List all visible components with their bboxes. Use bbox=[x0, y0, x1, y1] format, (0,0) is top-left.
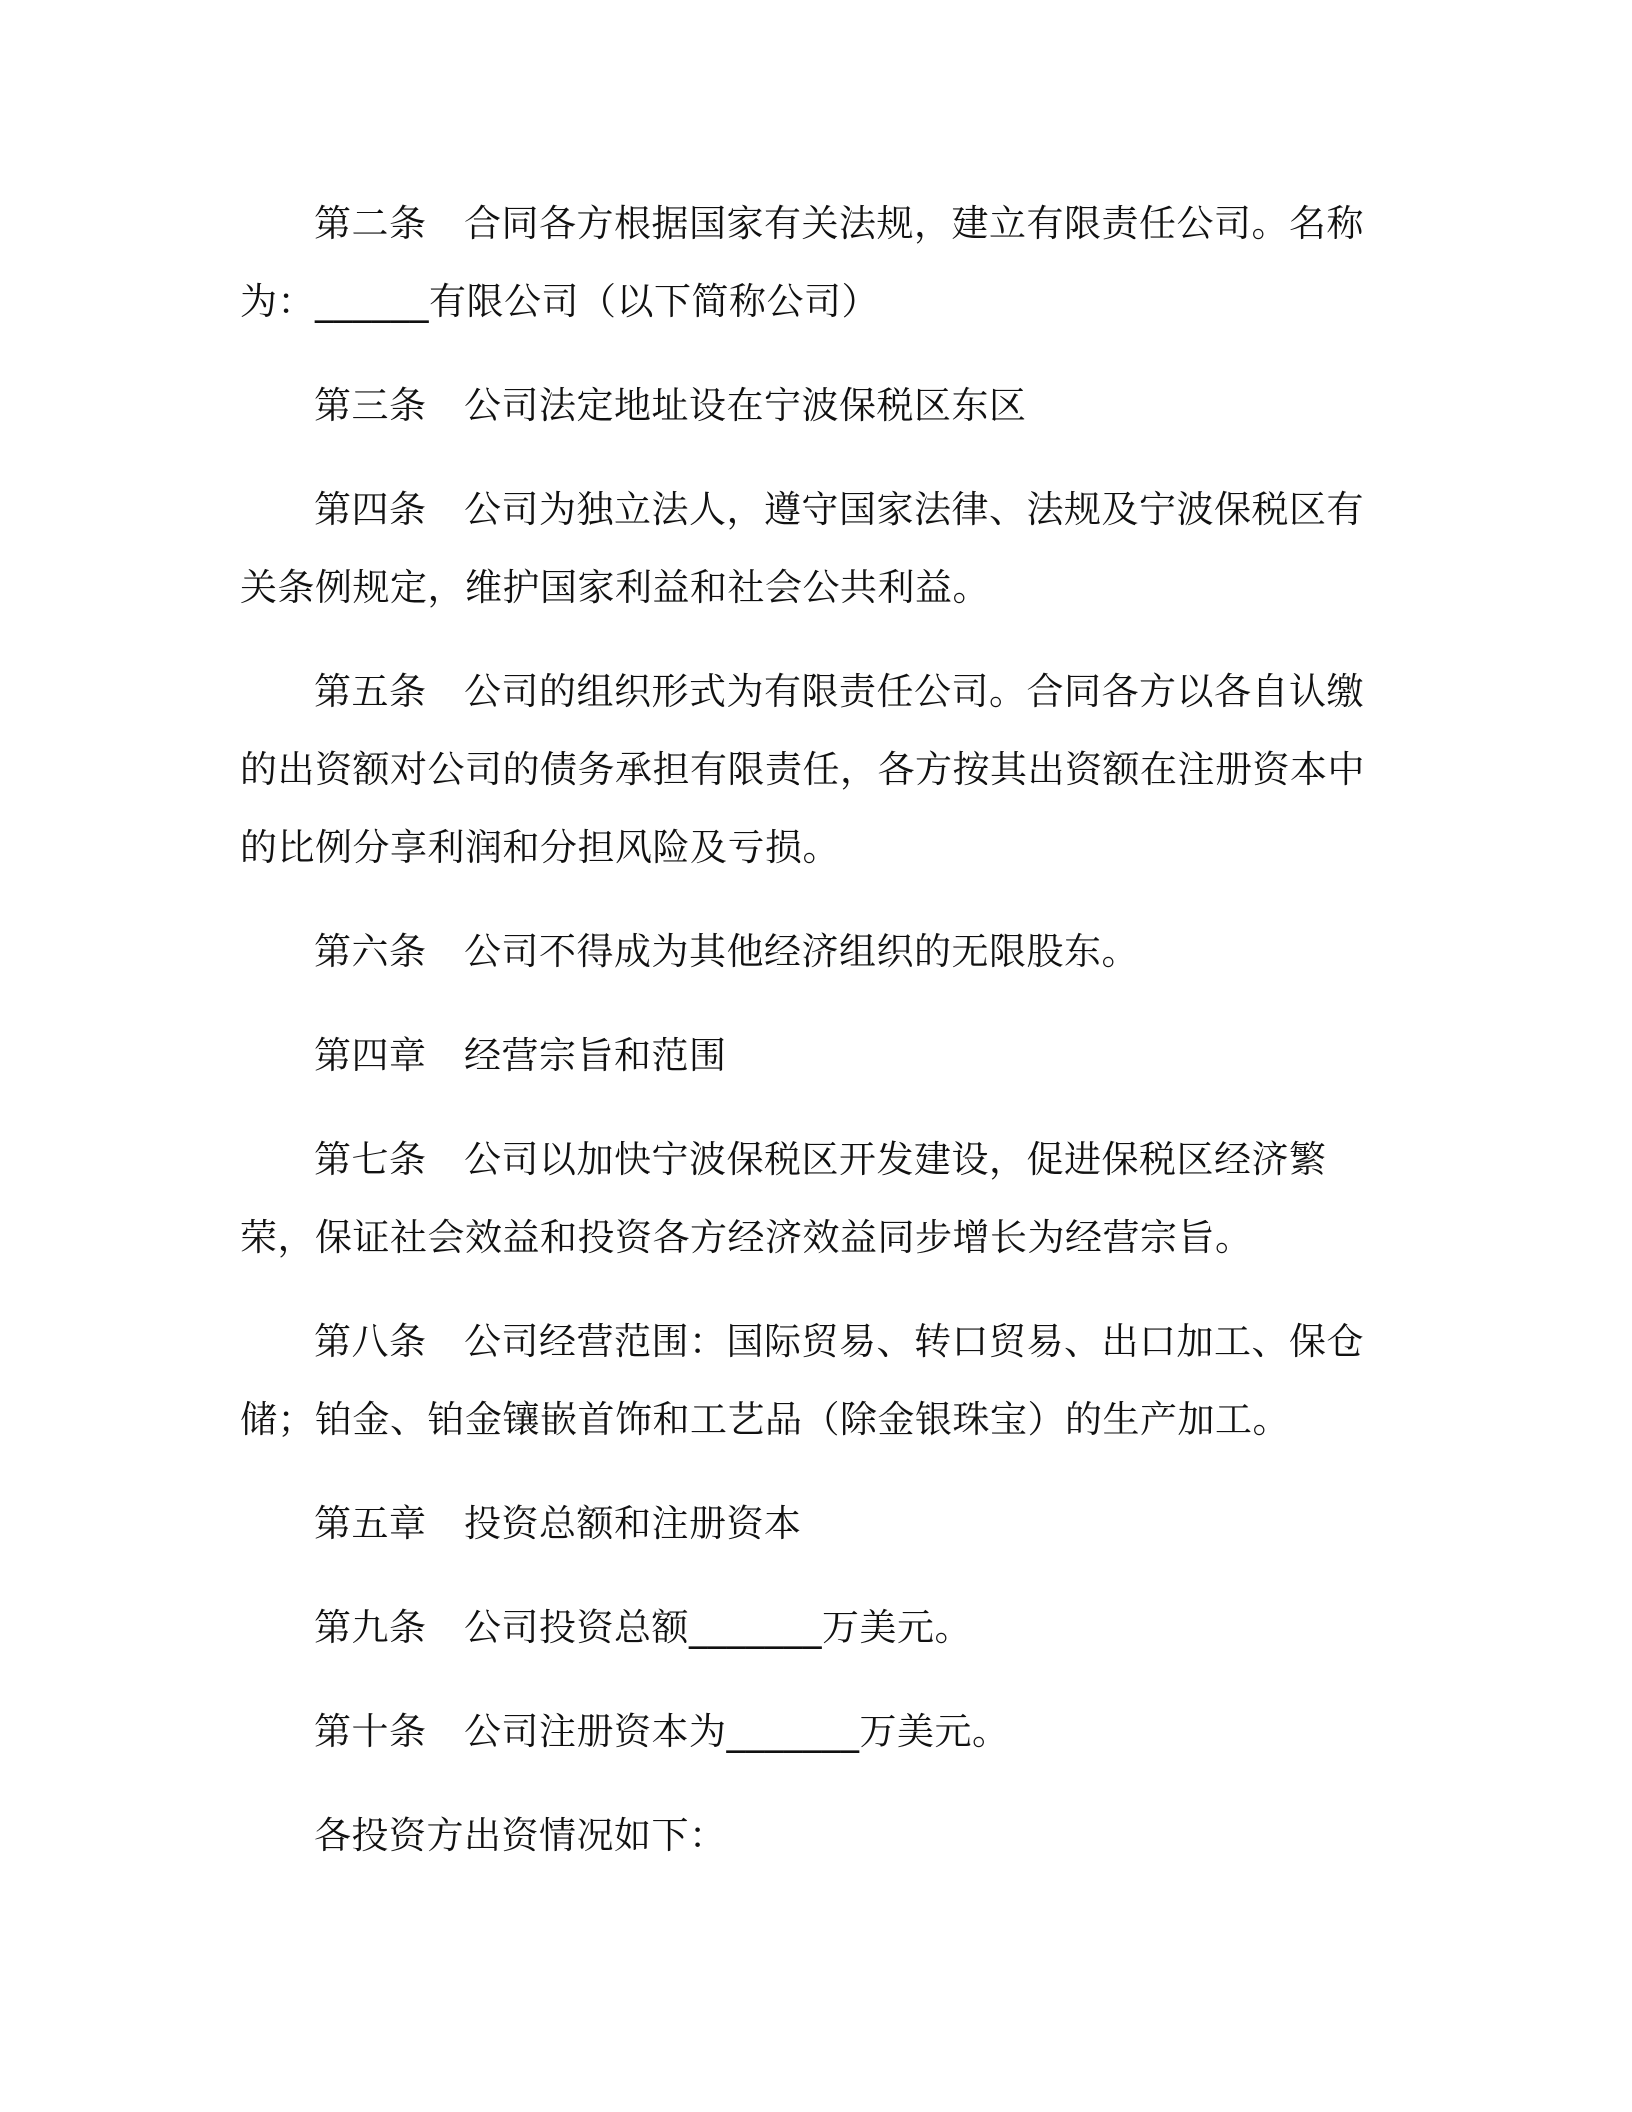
article-9 bbox=[240, 1589, 1375, 1667]
article-6 bbox=[240, 913, 1375, 991]
article-label: 第二条 bbox=[314, 202, 427, 245]
article-10 bbox=[240, 1693, 1375, 1771]
chapter-title: 经营宗旨和范围 bbox=[464, 1034, 727, 1077]
article-7 bbox=[240, 1121, 1375, 1277]
article-8 bbox=[240, 1303, 1375, 1459]
article-text: 公司经营范围：国际贸易、转口贸易、出口加工、保仓储；铂金、铂金镶嵌首饰和工艺品（除金银珠宝）的生产加工。 bbox=[240, 1320, 1364, 1441]
article-text: 公司法定地址设在宁波保税区东区 bbox=[464, 384, 1027, 427]
article-text: 公司的组织形式为有限责任公司。合同各方以各自认缴的出资额对公司的债务承担有限责任，各方按其出资额在注册资本中的比例分享利润和分担风险及亏损。 bbox=[240, 670, 1365, 869]
article-label: 第八条 bbox=[314, 1320, 427, 1363]
chapter-title: 投资总额和注册资本 bbox=[464, 1502, 802, 1545]
article-label: 第五条 bbox=[314, 670, 427, 713]
article-label: 第九条 bbox=[314, 1606, 427, 1649]
article-label: 第六条 bbox=[314, 930, 427, 973]
paragraph-text: 各投资方出资情况如下： bbox=[314, 1814, 727, 1857]
chapter-label: 第五章 bbox=[314, 1502, 427, 1545]
article-text: 合同各方根据国家有关法规，建立有限责任公司。名称为：______有限公司（以下简称公司） bbox=[240, 202, 1364, 323]
document-body bbox=[240, 185, 1375, 1901]
investor-contributions-intro bbox=[240, 1797, 1375, 1875]
article-2 bbox=[240, 185, 1375, 341]
article-text: 公司不得成为其他经济组织的无限股东。 bbox=[464, 930, 1139, 973]
article-5 bbox=[240, 653, 1375, 887]
article-label: 第七条 bbox=[314, 1138, 427, 1181]
article-text: 公司注册资本为_______万美元。 bbox=[464, 1710, 1010, 1753]
chapter-4-heading bbox=[240, 1017, 1375, 1095]
article-label: 第十条 bbox=[314, 1710, 427, 1753]
chapter-label: 第四章 bbox=[314, 1034, 427, 1077]
article-text: 公司为独立法人，遵守国家法律、法规及宁波保税区有关条例规定，维护国家利益和社会公共利益。 bbox=[240, 488, 1364, 609]
article-3 bbox=[240, 367, 1375, 445]
chapter-5-heading bbox=[240, 1485, 1375, 1563]
article-4 bbox=[240, 471, 1375, 627]
article-label: 第四条 bbox=[314, 488, 427, 531]
article-label: 第三条 bbox=[314, 384, 427, 427]
article-text: 公司以加快宁波保税区开发建设，促进保税区经济繁荣，保证社会效益和投资各方经济效益同步增长为经营宗旨。 bbox=[240, 1138, 1327, 1259]
article-text: 公司投资总额_______万美元。 bbox=[464, 1606, 972, 1649]
